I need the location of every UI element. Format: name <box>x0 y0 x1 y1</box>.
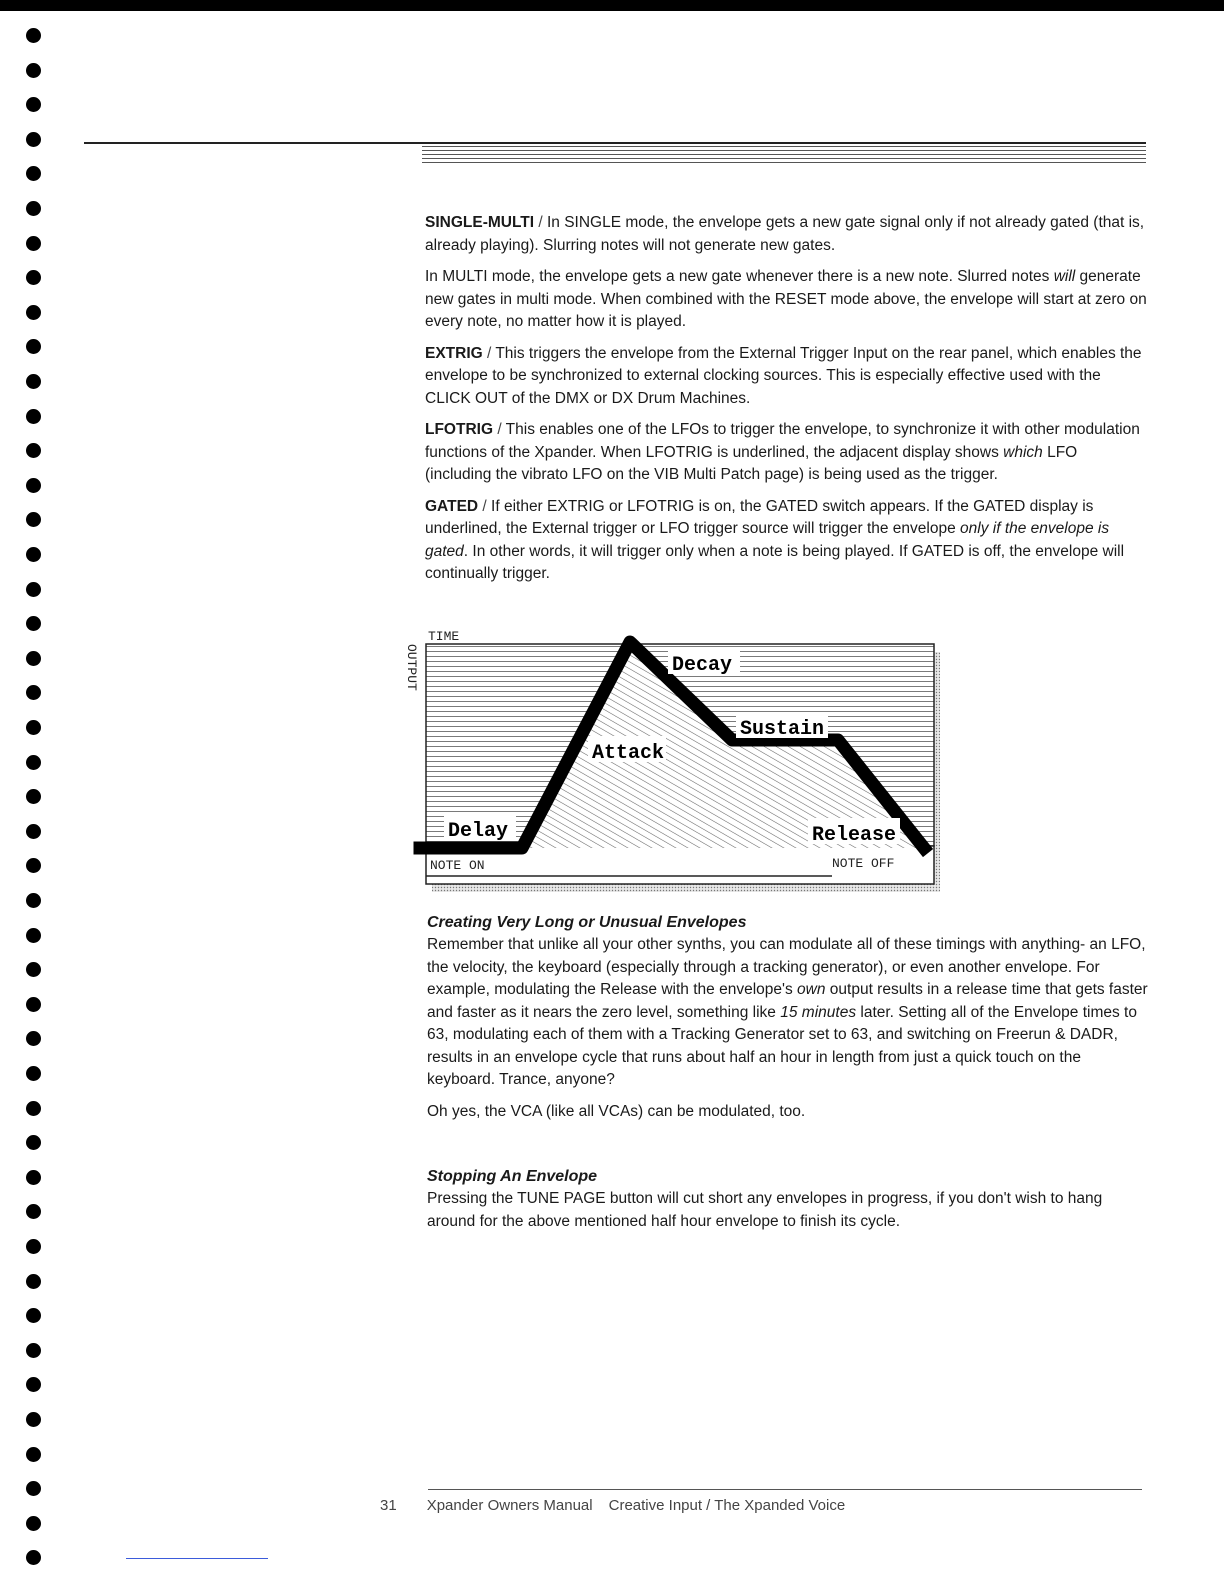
binding-hole <box>26 28 41 43</box>
note-on-label: NOTE ON <box>430 858 485 873</box>
binding-hole <box>26 893 41 908</box>
stage-release: Release <box>812 824 897 847</box>
stage-decay: Decay <box>672 654 733 677</box>
heading-long-envelopes: Creating Very Long or Unusual Envelopes <box>427 914 747 931</box>
binding-hole <box>26 1308 41 1323</box>
stage-delay: Delay <box>448 820 509 843</box>
binding-hole <box>26 1204 41 1219</box>
binding-hole <box>26 1170 41 1185</box>
binding-hole <box>26 547 41 562</box>
envelope-diagram <box>392 622 952 902</box>
binding-hole <box>26 1516 41 1531</box>
binding-hole <box>26 755 41 770</box>
header-rule-stack <box>422 146 1146 166</box>
manual-title: Xpander Owners Manual <box>426 1497 593 1514</box>
stage-sustain: Sustain <box>740 718 825 741</box>
header-rule <box>84 142 1146 144</box>
bottom-mark <box>126 1558 268 1559</box>
paragraph-long-envelopes: Remember that unlike all your other synths, you can modulate all of these timings with anything- an LFO, the velocity, the keyboard (especially through a tracking generator), or even another envelope. For example, modulating the Release with the envelope's own output results in a release time that gets faster and faster as it nears the zero level, something like 15 minutes later. Setting all of the Envelope times to 63, modulating each of them with a Tracking Generator set to 63, and switching on Freerun & DADR, results in an envelope cycle that runs about half an hour in length from just a quick touch on the keyboard. Trance, anyone? <box>427 936 1148 1088</box>
binding-hole <box>26 1135 41 1150</box>
term-extrig: EXTRIG <box>425 344 483 362</box>
binding-hole <box>26 339 41 354</box>
binding-hole <box>26 582 41 597</box>
binding-hole <box>26 1377 41 1392</box>
binding-hole <box>26 236 41 251</box>
paragraph-stopping-envelope: Pressing the TUNE PAGE button will cut short any envelopes in progress, if you don't wish to hang around for the above mentioned half hour envelope to finish its cycle. <box>427 1190 1103 1230</box>
binding-hole <box>26 270 41 285</box>
paragraph-single-multi: SINGLE-MULTI / In SINGLE mode, the envelope gets a new gate signal only if not already gated (that is, already playing). Slurring notes will not generate new gates. <box>425 214 1145 254</box>
page-footer <box>380 1497 845 1514</box>
binding-hole <box>26 1101 41 1116</box>
paragraph-gated: GATED / If either EXTRIG or LFOTRIG is on, the GATED switch appears. If the GATED display is underlined, the External trigger or LFO trigger source will trigger the envelope only if the envelope is gated. In other words, it will trigger only when a note is being played. If GATED is off, the envelope will continually trigger. <box>425 497 1125 582</box>
binding-hole <box>26 997 41 1012</box>
binding-hole <box>26 201 41 216</box>
binding-hole <box>26 305 41 320</box>
term-gated: GATED <box>425 497 479 515</box>
term-single-multi: SINGLE-MULTI <box>425 214 535 231</box>
binding-holes <box>26 28 42 1558</box>
time-label: TIME <box>428 629 460 644</box>
body-text <box>425 212 1147 595</box>
binding-hole <box>26 1031 41 1046</box>
paragraph-multi-mode: In MULTI mode, the envelope gets a new gate whenever there is a new note. Slurred notes will generate new gates in multi mode. When combined with the RESET mode above, the envelope will start at zero on every note, no matter how it is played. <box>425 268 1147 330</box>
stage-attack: Attack <box>592 742 665 765</box>
note-off-label: NOTE OFF <box>832 856 895 871</box>
binding-hole <box>26 409 41 424</box>
binding-hole <box>26 651 41 666</box>
binding-hole <box>26 63 41 78</box>
paragraph-vca: Oh yes, the VCA (like all VCAs) can be modulated, too. <box>427 1102 806 1120</box>
binding-hole <box>26 1412 41 1427</box>
binding-hole <box>26 478 41 493</box>
binding-hole <box>26 1550 41 1565</box>
binding-hole <box>26 1239 41 1254</box>
binding-hole <box>26 789 41 804</box>
chapter-title: Creative Input / The Xpanded Voice <box>608 1497 846 1514</box>
binding-hole <box>26 1274 41 1289</box>
binding-hole <box>26 166 41 181</box>
binding-hole <box>26 132 41 147</box>
binding-hole <box>26 443 41 458</box>
binding-hole <box>26 1343 41 1358</box>
binding-hole <box>26 1447 41 1462</box>
binding-hole <box>26 962 41 977</box>
binding-hole <box>26 374 41 389</box>
binding-hole <box>26 616 41 631</box>
binding-hole <box>26 720 41 735</box>
footer-rule <box>428 1489 1142 1490</box>
page-number: 31 <box>380 1497 397 1514</box>
binding-hole <box>26 512 41 527</box>
heading-stopping-envelope: Stopping An Envelope <box>427 1168 598 1185</box>
binding-hole <box>26 928 41 943</box>
term-lfotrig: LFOTRIG <box>425 421 494 438</box>
binding-hole <box>26 858 41 873</box>
binding-hole <box>26 1481 41 1496</box>
binding-hole <box>26 685 41 700</box>
section-long-envelopes <box>427 912 1149 1132</box>
section-stopping-envelope <box>427 1166 1149 1242</box>
top-border <box>0 0 1224 11</box>
output-label: OUTPUT <box>404 644 419 691</box>
paragraph-lfotrig: LFOTRIG / This enables one of the LFOs to trigger the envelope, to synchronize it with other modulation functions of the Xpander. When LFOTRIG is underlined, the adjacent display shows which LFO (including the vibrato LFO on the VIB Multi Patch page) is being used as the trigger. <box>425 421 1140 483</box>
binding-hole <box>26 824 41 839</box>
paragraph-extrig: EXTRIG / This triggers the envelope from the External Trigger Input on the rear panel, which enables the envelope to be synchronized to external clocking sources. This is especially effective used with the CLICK OUT of the DMX or DX Drum Machines. <box>425 344 1142 407</box>
binding-hole <box>26 1066 41 1081</box>
binding-hole <box>26 97 41 112</box>
